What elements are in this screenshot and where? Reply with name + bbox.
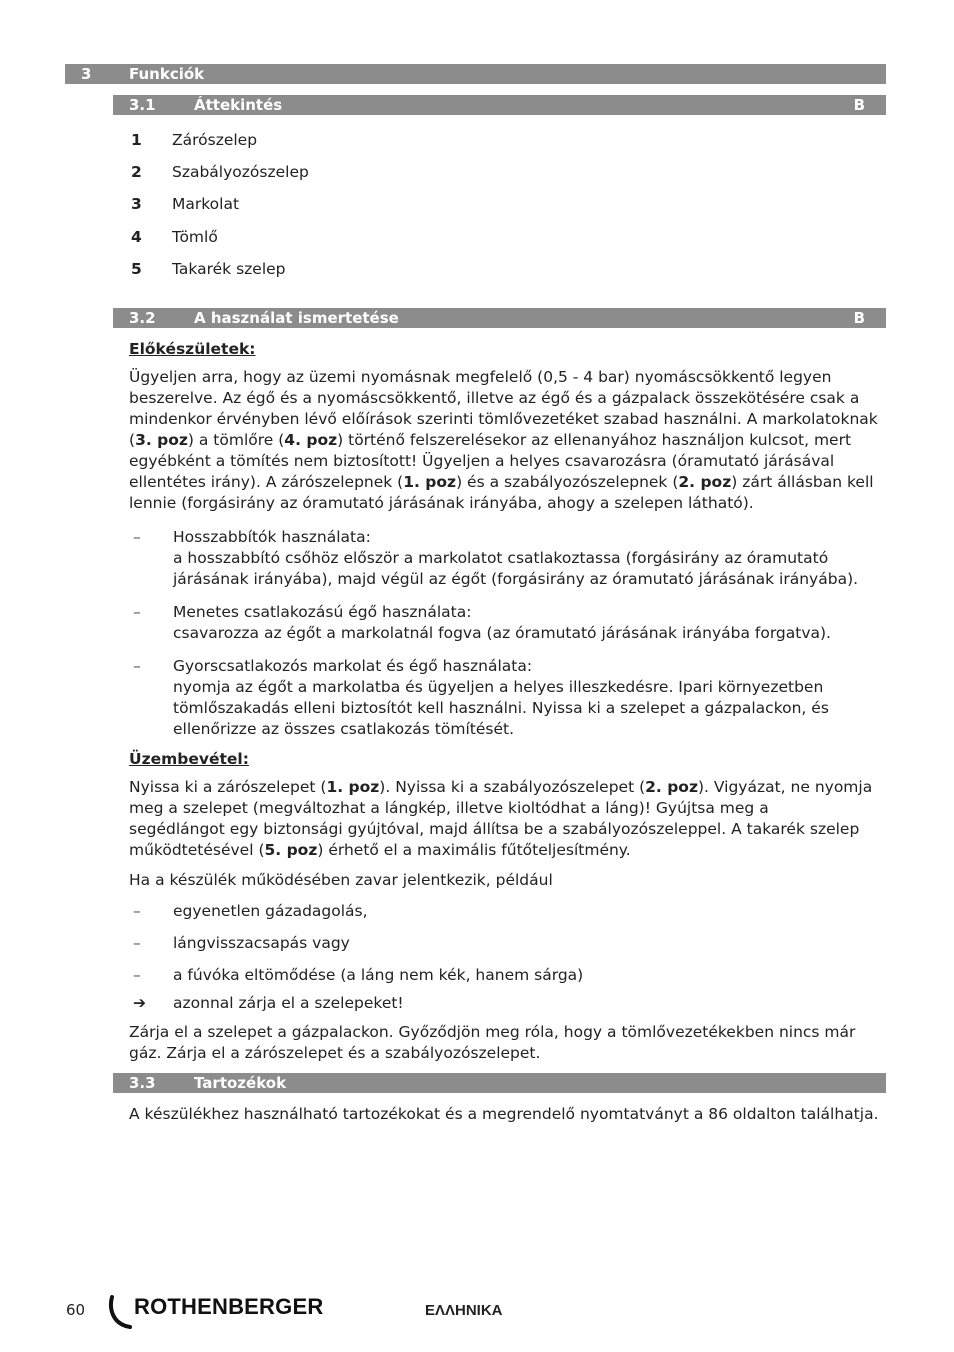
item-title: Gyorscsatlakozós markolat és égő használata: bbox=[173, 657, 533, 675]
dash-bullet-icon: – bbox=[133, 966, 141, 984]
subsection-number: 3.3 bbox=[129, 1074, 156, 1092]
text-line: A készülékhez használható tartozékokat és a megrendelő nyomtatványt a 86 oldalton találhatja. bbox=[129, 1105, 879, 1123]
fault-paragraph bbox=[129, 870, 885, 891]
item-line: csavarozza az égőt a markolatnál fogva (az óramutató járásának irányába forgatva). bbox=[173, 624, 831, 642]
text-line: meg a szelepet (megváltozhat a lángkép, illetve kioltódhat a láng)! Gyújtsa meg a bbox=[129, 799, 769, 817]
brand-logo bbox=[108, 1294, 348, 1330]
position-ref: 1. poz bbox=[403, 473, 457, 491]
item-line: ellenőrizze az összes csatlakozás tömítését. bbox=[173, 720, 514, 738]
item-line: járásának irányába), majd végül az égőt (forgásirány az óramutató járásának irányába). bbox=[173, 570, 859, 588]
dash-bullet-icon: – bbox=[133, 657, 141, 675]
part-label: Markolat bbox=[172, 195, 240, 213]
dash-bullet-icon: – bbox=[133, 528, 141, 546]
item-line: a fúvóka eltömődése (a láng nem kék, hanem sárga) bbox=[173, 966, 584, 984]
accessories-paragraph bbox=[129, 1104, 885, 1125]
part-label: Takarék szelep bbox=[172, 260, 286, 278]
item-line: egyenetlen gázadagolás, bbox=[173, 902, 368, 920]
item-line: azonnal zárja el a szelepeket! bbox=[173, 994, 404, 1012]
subsection-title: A használat ismertetése bbox=[194, 309, 399, 327]
part-number: 1 bbox=[131, 131, 142, 149]
figure-ref: B bbox=[853, 96, 865, 114]
item-line: lángvisszacsapás vagy bbox=[173, 934, 350, 952]
text-line: gáz. Zárja el a zárószelepet és a szabályozószelepet. bbox=[129, 1044, 541, 1062]
subsection-title: Tartozékok bbox=[194, 1074, 287, 1092]
text-run: ellentétes irány). A zárószelepnek ( bbox=[129, 473, 404, 491]
part-number: 4 bbox=[131, 228, 142, 246]
text-line: mindenkor érvényben lévő előírások szerinti tömlővezetéket szabad használni. A markolatoknak bbox=[129, 410, 878, 428]
dash-bullet-icon: – bbox=[133, 603, 141, 621]
arrow-right-icon: ➔ bbox=[133, 994, 146, 1012]
part-label: Tömlő bbox=[172, 228, 218, 246]
text-line bbox=[129, 840, 885, 861]
position-ref: 2. poz bbox=[678, 473, 732, 491]
operation-heading: Üzembevétel: bbox=[129, 750, 249, 768]
text-run: ). Nyissa ki a szabályozószelepet ( bbox=[379, 778, 646, 796]
text-line: lennie (forgásirány az óramutató járásának irányába, ahogy a szelepen látható). bbox=[129, 494, 754, 512]
part-number: 2 bbox=[131, 163, 142, 181]
item-line: nyomja az égőt a markolatba és ügyeljen a helyes illeszkedésre. Ipari környezetben bbox=[173, 678, 824, 696]
text-run: ) a tömlőre ( bbox=[187, 431, 285, 449]
text-line: beszerelve. Az égő és a nyomáscsökkentő, illetve az égő és a gázpalack összekötésére csak a bbox=[129, 389, 860, 407]
dash-bullet-icon: – bbox=[133, 902, 141, 920]
text-run: ). Vigyázat, ne nyomja bbox=[697, 778, 873, 796]
text-line bbox=[129, 430, 885, 451]
operation-paragraph bbox=[129, 777, 885, 861]
text-run: ) zárt állásban kell bbox=[731, 473, 874, 491]
page-number: 60 bbox=[66, 1301, 86, 1319]
position-ref: 4. poz bbox=[284, 431, 338, 449]
text-line: egyébként a tömítés nem biztosított! Ügyeljen a helyes csavarozásra (óramutató járásával bbox=[129, 452, 835, 470]
text-line: Zárja el a szelepet a gázpalackon. Győződjön meg róla, hogy a tömlővezetékekben nincs már bbox=[129, 1023, 856, 1041]
position-ref: 2. poz bbox=[645, 778, 698, 796]
item-title: Menetes csatlakozású égő használata: bbox=[173, 603, 472, 621]
section-title: Funkciók bbox=[129, 65, 205, 83]
brand-wordmark: ROTHENBERGER bbox=[134, 1294, 324, 1319]
preparations-paragraph bbox=[129, 367, 885, 514]
subsection-header-3-3 bbox=[113, 1073, 886, 1093]
part-label: Zárószelep bbox=[172, 131, 258, 149]
text-run: működtetésével ( bbox=[129, 841, 265, 859]
preparations-heading: Előkészületek: bbox=[129, 340, 256, 358]
text-run: ( bbox=[129, 431, 136, 449]
text-line: Ügyeljen arra, hogy az üzemi nyomásnak megfelelő (0,5 - 4 bar) nyomáscsökkentő legyen bbox=[129, 368, 832, 386]
position-ref: 1. poz bbox=[326, 778, 380, 796]
text-run: ) történő felszerelésekor az ellenanyához használjon kulcsot, mert bbox=[337, 431, 852, 449]
text-run: ) és a szabályozószelepnek ( bbox=[456, 473, 679, 491]
subsection-header-3-1 bbox=[113, 95, 886, 115]
part-number: 3 bbox=[131, 195, 142, 213]
section-number: 3 bbox=[81, 65, 92, 83]
language-label: ΕΛΛΗΝΙΚΑ bbox=[425, 1302, 503, 1319]
subsection-number: 3.1 bbox=[129, 96, 156, 114]
text-line: segédlángot egy biztonsági gyújtóval, majd állítsa be a szabályozószeleppel. A takarék szelep bbox=[129, 820, 860, 838]
position-ref: 5. poz bbox=[264, 841, 318, 859]
text-run: Nyissa ki a zárószelepet ( bbox=[129, 778, 327, 796]
section-header bbox=[65, 64, 886, 84]
subsection-header-3-2 bbox=[113, 308, 886, 328]
position-ref: 3. poz bbox=[135, 431, 188, 449]
part-number: 5 bbox=[131, 260, 142, 278]
subsection-number: 3.2 bbox=[129, 309, 156, 327]
figure-ref: B bbox=[853, 309, 865, 327]
text-line bbox=[129, 777, 885, 798]
close-paragraph bbox=[129, 1022, 885, 1064]
dash-bullet-icon: – bbox=[133, 934, 141, 952]
text-line bbox=[129, 472, 885, 493]
text-run: ) érhető el a maximális fűtőteljesítmény. bbox=[317, 841, 631, 859]
item-title: Hosszabbítók használata: bbox=[173, 528, 371, 546]
text-line: Ha a készülék működésében zavar jelentkezik, például bbox=[129, 871, 553, 889]
subsection-title: Áttekintés bbox=[194, 96, 283, 114]
item-line: a hosszabbító csőhöz először a markolatot csatlakoztassa (forgásirány az óramutató bbox=[173, 549, 829, 567]
part-label: Szabályozószelep bbox=[172, 163, 309, 181]
item-line: tömlőszakadás elleni biztosítót kell használni. Nyissa ki a szelepet a gázpalackon, és bbox=[173, 699, 829, 717]
